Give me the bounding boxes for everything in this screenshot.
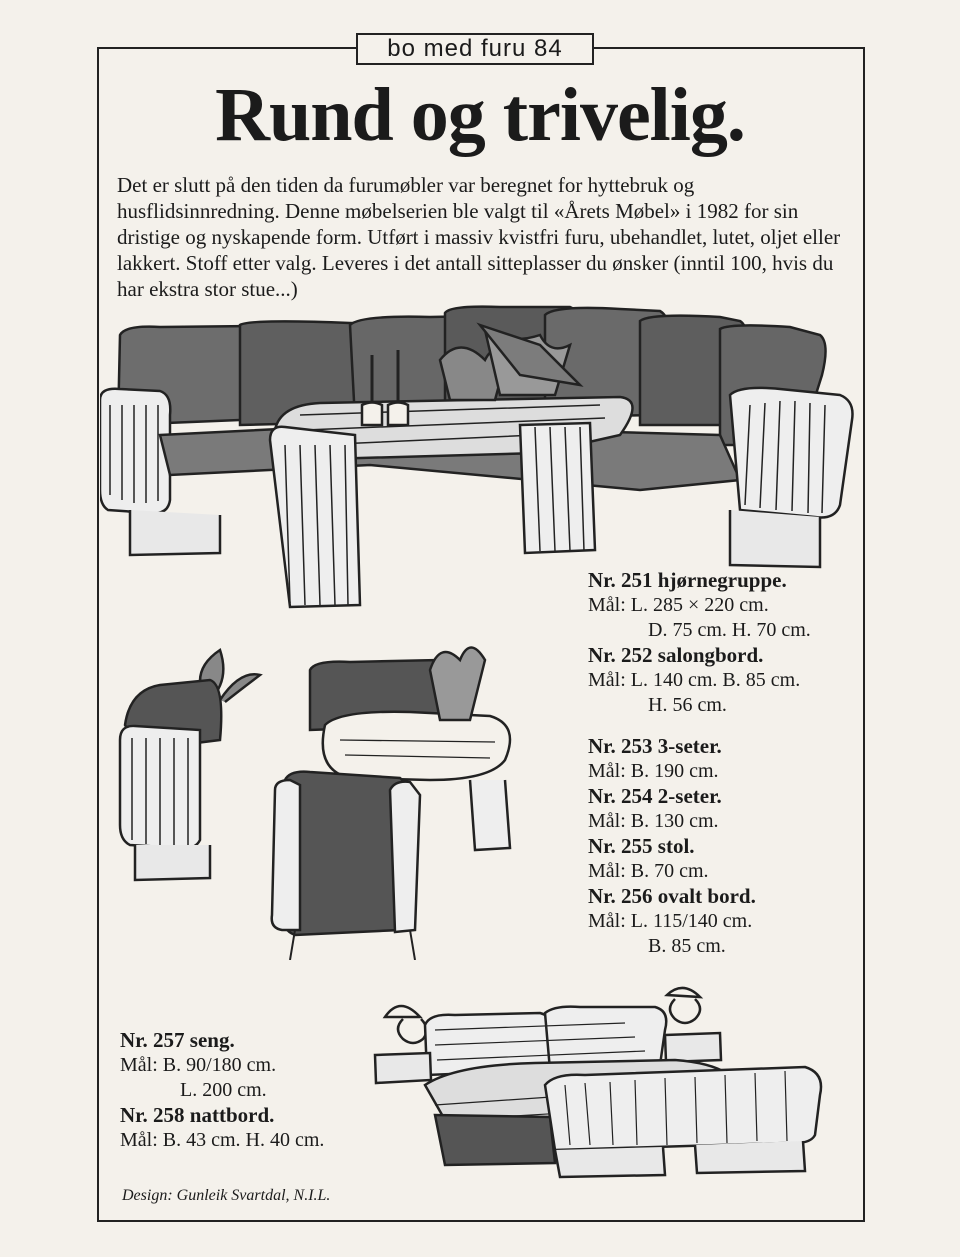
- bed-illustration: [365, 985, 835, 1180]
- spec-258-line1: Mål: B. 43 cm. H. 40 cm.: [120, 1129, 325, 1151]
- spec-253-line1: Mål: B. 190 cm.: [588, 760, 719, 782]
- design-credit: Design: Gunleik Svartdal, N.I.L.: [122, 1187, 331, 1204]
- living-room-illustration: [110, 630, 570, 960]
- spec-257-line2: L. 200 cm.: [180, 1079, 267, 1101]
- spec-251-line2: D. 75 cm. H. 70 cm.: [648, 619, 811, 641]
- spec-251-line1: Mål: L. 285 × 220 cm.: [588, 594, 769, 616]
- spec-252-title: Nr. 252 salongbord.: [588, 643, 764, 667]
- spec-254-title: Nr. 254 2-seter.: [588, 784, 722, 808]
- spec-254-line1: Mål: B. 130 cm.: [588, 810, 719, 832]
- series-tag: bo med furu 84: [356, 33, 594, 65]
- spec-256-title: Nr. 256 ovalt bord.: [588, 884, 756, 908]
- specs-right: [588, 568, 811, 959]
- spec-257-title: Nr. 257 seng.: [120, 1028, 235, 1052]
- spec-256-line2: B. 85 cm.: [648, 935, 726, 957]
- intro-paragraph: Det er slutt på den tiden da furumøbler var beregnet for hyttebruk og husflidsinnredning. Denne møbelserien ble valgt til «Årets Møbel» i 1982 for sin dristige og nyskapende form. Utført i massiv kvistfri furu, ubehandlet, lutet, oljet eller lakkert. Stoff etter valg. Leveres i det antall sitteplasser du ønsker (inntil 100, hvis du har ekstra stor stue...): [117, 173, 841, 301]
- spec-251-title: Nr. 251 hjørnegruppe.: [588, 568, 787, 592]
- spec-255-line1: Mål: B. 70 cm.: [588, 860, 709, 882]
- spec-256-line1: Mål: L. 115/140 cm.: [588, 910, 753, 932]
- headline: Rund og trivelig.: [215, 73, 745, 157]
- spec-257-line1: Mål: B. 90/180 cm.: [120, 1054, 277, 1076]
- specs-left: [120, 1028, 324, 1153]
- spec-255-title: Nr. 255 stol.: [588, 834, 695, 858]
- spec-252-line1: Mål: L. 140 cm. B. 85 cm.: [588, 669, 801, 691]
- spec-253-title: Nr. 253 3-seter.: [588, 734, 722, 758]
- spec-258-title: Nr. 258 nattbord.: [120, 1103, 275, 1127]
- spec-252-line2: H. 56 cm.: [648, 694, 727, 716]
